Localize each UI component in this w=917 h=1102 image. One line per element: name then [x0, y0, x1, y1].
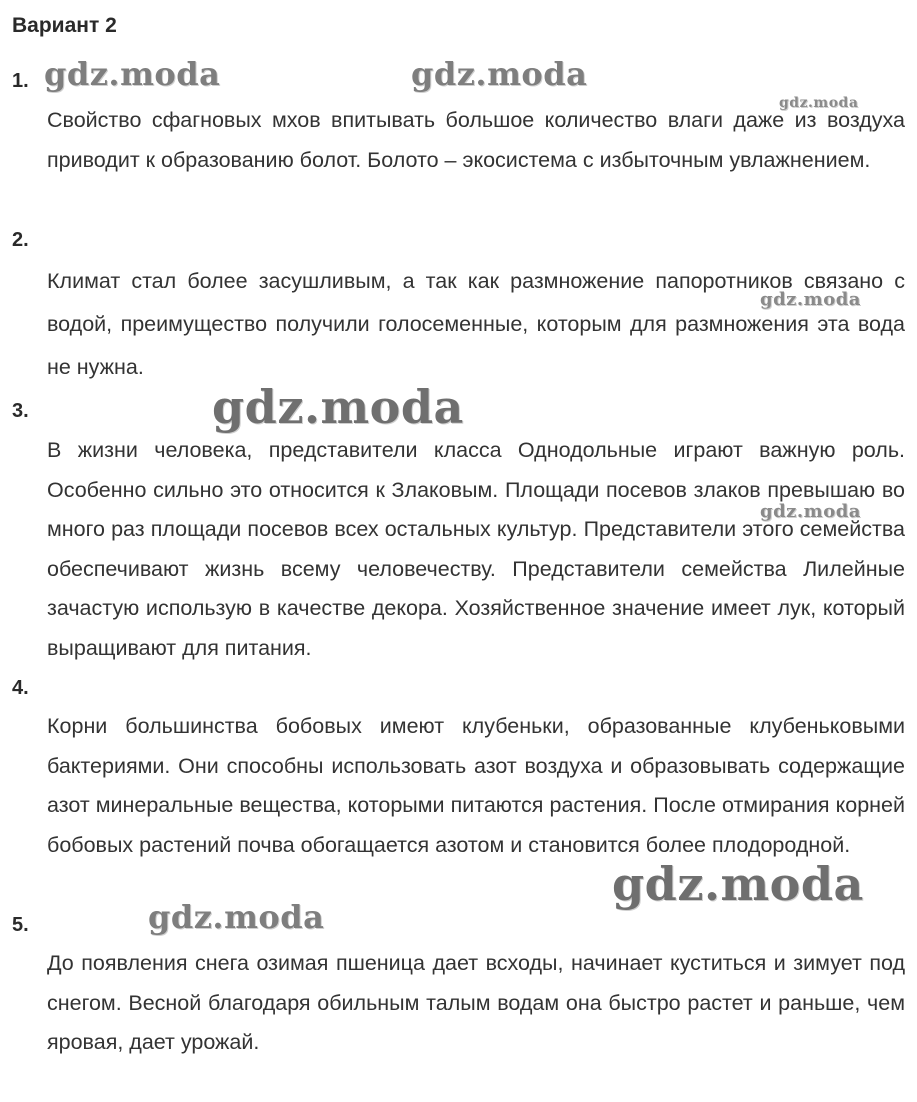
task-text-1: Свойство сфагновых мхов впитывать большое количество влаги даже из воздуха приводит к образованию болот. Болото – экосистема с избыточным увлажнением.	[47, 108, 905, 172]
watermark-logo: gdz.moda	[44, 55, 221, 93]
watermark-logo: gdz.moda	[411, 55, 588, 93]
task-text-2: Климат стал более засушливым, а так как размножение папоротников связано с водой, преимущество получили голосеменные, которым для размножения эта вода не нужна.	[47, 269, 905, 379]
watermark-logo: gdz.moda	[148, 898, 325, 936]
task-number-3: 3.	[12, 400, 29, 422]
task-text-5: До появления снега озимая пшеница дает всходы, начинает куститься и зимует под снегом. Весной благодаря обильным талым водам она быстро растет и раньше, чем яровая, дает урожай.	[47, 951, 905, 1054]
watermark-logo: gdz.moda	[612, 857, 864, 911]
page-title: Вариант 2	[12, 14, 117, 37]
task-number-1: 1.	[12, 70, 29, 92]
watermark-logo: gdz.moda	[779, 95, 859, 111]
task-number-4: 4.	[12, 677, 29, 699]
watermark-logo: gdz.moda	[760, 501, 861, 522]
task-number-2: 2.	[12, 229, 29, 251]
task-text-3: В жизни человека, представители класса Однодольные играют важную роль. Особенно сильно это относится к Злаковым. Площади посевов злаков превышаю во много раз площади посевов всех остальных культур. Представители этого семейства обеспечивают жизнь всему человечеству. Представители семейства Лилейные зачастую использую в качестве декора. Хозяйственное значение имеет лук, который выращивают для питания.	[47, 438, 905, 660]
watermark-logo: gdz.moda	[760, 289, 861, 310]
task-number-5: 5.	[12, 914, 29, 936]
task-text-4: Корни большинства бобовых имеют клубеньки, образованные клубеньковыми бактериями. Они способны использовать азот воздуха и образовывать содержащие азот минеральные вещества, которыми питаются растения. После отмирания корней бобовых растений почва обогащается азотом и становится более плодородной.	[47, 714, 905, 857]
watermark-logo: gdz.moda	[212, 380, 464, 434]
